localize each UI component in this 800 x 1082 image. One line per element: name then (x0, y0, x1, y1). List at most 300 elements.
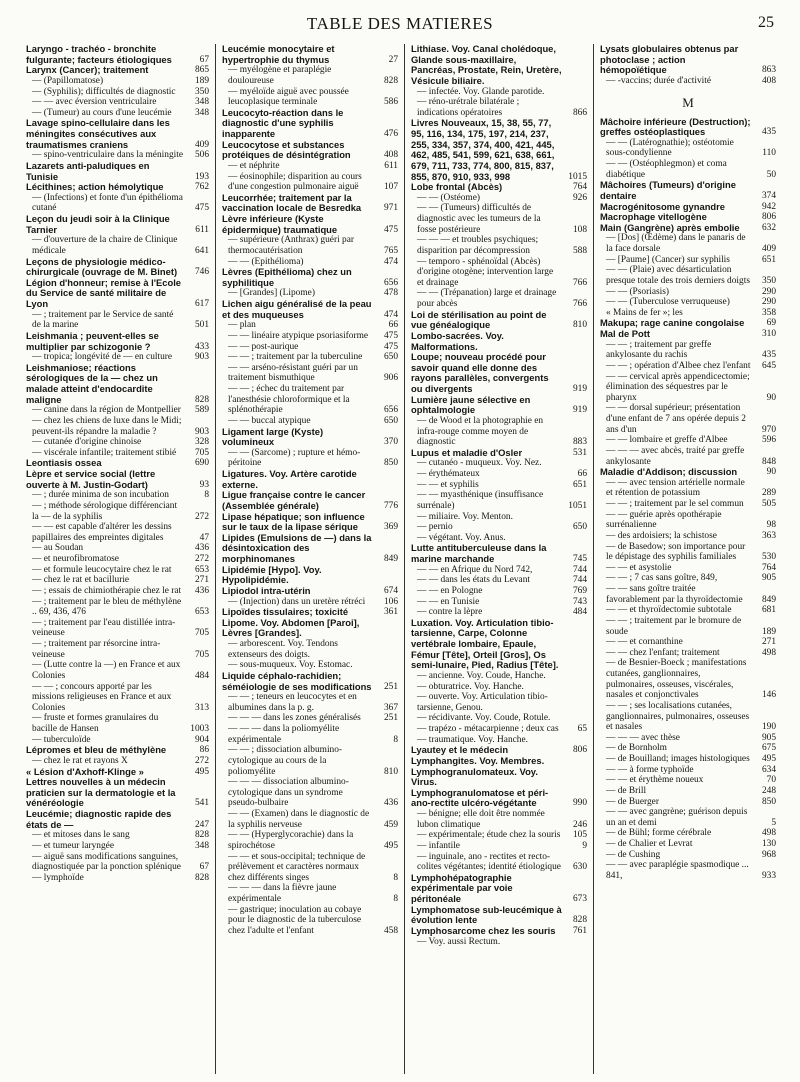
index-entry (26, 416, 209, 437)
index-column-3 (404, 44, 593, 1074)
entry-text: — — — dans la fièvre jaune expérimentale (228, 883, 337, 904)
entry-page-ref: 617 (194, 299, 209, 309)
entry-text: Leucémie monocytaire et hypertrophie du thymus (222, 44, 335, 65)
entry-text: Loi de stérilisation au point de vue généalogique (411, 308, 547, 331)
index-entry (26, 469, 209, 490)
entry-text: — — — avec thèse (606, 732, 680, 743)
entry-page-ref: 86 (199, 745, 209, 756)
index-entry (26, 777, 209, 809)
entry-page-ref: 971 (383, 203, 398, 214)
entry-text: — viscérale infantile; traitement stibié (32, 447, 177, 458)
entry-text: Lavage spino-cellulaire dans les méningites consécutives aux traumatismes craniens (26, 117, 170, 150)
index-entry (26, 841, 209, 852)
entry-text: Leishmania ; peuvent-elles se multiplier par schizogonie ? (26, 329, 159, 352)
entry-page-ref: 98 (766, 520, 776, 531)
index-entry (26, 713, 209, 734)
entry-text: — contre la lèpre (417, 607, 483, 618)
index-entry (411, 852, 587, 873)
index-entry (600, 255, 776, 266)
entry-text: Lombo-sacrées. Voy. Malformations. (411, 329, 504, 352)
entry-text: — (Injection) dans un uretère rétréci (228, 596, 366, 607)
index-entry (222, 140, 398, 161)
entry-text: — tropica; longévité de — en culture (32, 352, 173, 363)
index-entry (600, 637, 776, 648)
entry-text: Lysats globulaires obtenus par photoclase ; action hémopoïétique (600, 44, 739, 76)
entry-page-ref: 8 (393, 872, 398, 883)
entry-text: « Mains de fer »; les (606, 307, 683, 318)
index-entry (222, 193, 398, 214)
index-entry (411, 118, 587, 182)
entry-text: Leucocyto-réaction dans le diagnostic d'une syphilis inapparente (222, 106, 344, 139)
index-entry (600, 329, 776, 340)
entry-text: — — ; 7 cas sans goître, 849, (606, 573, 718, 584)
entry-text: — — chez l'enfant; traitement (606, 647, 720, 658)
entry-page-ref: 645 (761, 360, 776, 371)
entry-text: — — dorsal supérieur; présentation d'une enfant de 7 ans opérée depuis 2 ans d'un (606, 403, 746, 435)
entry-page-ref: 105 (572, 830, 587, 841)
page-number: 25 (758, 14, 774, 31)
entry-page-ref: 50 (766, 169, 776, 180)
index-entry (600, 828, 776, 839)
entry-page-ref: 408 (761, 75, 776, 86)
entry-page-ref: 651 (761, 254, 776, 265)
index-entry (600, 478, 776, 499)
index-entry (411, 512, 587, 523)
entry-page-ref: 475 (383, 224, 398, 235)
index-columns (26, 44, 782, 1074)
entry-page-ref: 541 (194, 798, 209, 809)
index-entry (26, 363, 209, 406)
index-entry (222, 565, 398, 586)
entry-page-ref: 9 (582, 840, 587, 851)
index-entry (26, 852, 209, 873)
entry-page-ref: 850 (383, 458, 398, 469)
entry-page-ref: 193 (194, 171, 209, 182)
entry-text: — — avec gangrène; guérison depuis un an et demi (606, 807, 748, 828)
entry-text: — — et sous-occipital; technique de prélèvement et caractères normaux chez différents singes (228, 851, 366, 883)
entry-page-ref: 863 (761, 65, 776, 76)
entry-page-ref: 611 (195, 224, 209, 235)
entry-page-ref: 433 (194, 341, 209, 352)
entry-page-ref: 968 (761, 849, 776, 860)
entry-text: — — — avec abcès, traité par greffe ankylosante (606, 445, 745, 467)
entry-text: — ; essais de chimiothérapie chez le rat (32, 585, 182, 596)
entry-page-ref: 848 (761, 456, 776, 467)
entry-page-ref: 1003 (190, 724, 209, 734)
index-entry (411, 618, 587, 671)
index-entry (411, 724, 587, 735)
index-entry (222, 533, 398, 565)
entry-page-ref: 271 (194, 575, 209, 586)
entry-text: — et tumeur laryngée (32, 840, 114, 851)
index-entry (411, 448, 587, 459)
index-entry (600, 76, 776, 87)
entry-page-ref: 475 (194, 203, 209, 214)
entry-text: — chez le rat et rayons X (32, 755, 128, 766)
entry-text: — — ; concours apporté par les missions religieuses en France et aux Colonies (32, 681, 172, 713)
index-entry (600, 340, 776, 361)
entry-text: — — et syphilis (417, 479, 479, 490)
entry-text: — [Dos] (Œdème) dans le panaris de la face dorsale (606, 233, 746, 254)
index-entry (222, 618, 398, 639)
entry-page-ref: 766 (572, 277, 587, 288)
entry-text: — sous-muqueux. Voy. Estomac. (228, 660, 353, 671)
entry-page-ref: 630 (572, 862, 587, 873)
entry-page-ref: 810 (572, 320, 587, 331)
entry-page-ref: 674 (383, 585, 398, 596)
index-entry (411, 87, 587, 98)
entry-page-ref: 828 (194, 830, 209, 841)
entry-page-ref: 611 (384, 160, 398, 171)
entry-text: — de Brill (606, 785, 647, 796)
index-column-2 (215, 44, 404, 1074)
index-entry (600, 233, 776, 254)
entry-page-ref: 641 (194, 245, 209, 256)
index-entry (222, 692, 398, 713)
entry-page-ref: 106 (383, 596, 398, 607)
entry-text: Macrogénitosome gynandre (600, 200, 726, 212)
entry-text: — temporo - sphénoïdal (Abcès) d'origine otogène; intervention large et drainage (417, 256, 554, 288)
entry-page-ref: 251 (383, 681, 398, 692)
entry-text: — inguinale, ano - rectites et recto-colites végétantes; identité étiologique (417, 851, 561, 873)
entry-page-ref: 272 (194, 755, 209, 766)
index-entry (411, 682, 587, 693)
entry-text: — — ; traitement par le sel commun (606, 499, 744, 509)
index-entry (411, 257, 587, 289)
index-entry (26, 586, 209, 597)
index-entry (26, 278, 209, 310)
index-entry (600, 743, 776, 754)
entry-text: « Lésion d'Axhoff-Klinge » (26, 765, 144, 777)
index-entry (26, 257, 209, 278)
entry-page-ref: 146 (761, 690, 776, 701)
index-entry (600, 658, 776, 701)
index-entry (26, 756, 209, 767)
entry-text: Lazarets anti-paludiques en Tunisie (26, 159, 150, 182)
entry-text: Lipome. Voy. Abdomen [Paroi], Lèvres [Grandes]. (222, 616, 360, 639)
entry-text: — canine dans la région de Montpellier (32, 405, 181, 416)
index-entry (411, 44, 587, 87)
entry-text: — — (Tumeurs) difficultés de diagnostic avec les tumeurs de la fosse postérieure (417, 203, 541, 235)
entry-page-ref: 47 (199, 532, 209, 543)
index-entry (600, 775, 776, 786)
entry-text: — — ; traitement par greffe ankylosante du rachis (606, 339, 712, 361)
index-entry (411, 182, 587, 193)
entry-text: — (Tumeur) au cours d'une leucémie (32, 107, 172, 118)
index-entry (600, 180, 776, 201)
entry-text: Larynx (Cancer); traitement (26, 64, 149, 76)
entry-page-ref: 358 (761, 307, 776, 318)
entry-text: — traumatique. Voy. Hanche. (417, 734, 528, 745)
entry-page-ref: 313 (194, 702, 209, 713)
index-entry (600, 542, 776, 563)
entry-text: Maladie d'Addison; discussion (600, 466, 738, 478)
entry-page-ref: 495 (761, 754, 776, 764)
entry-page-ref: 1015 (568, 171, 587, 182)
entry-text: — tuberculoïde (32, 734, 91, 745)
entry-page-ref: 828 (194, 394, 209, 405)
entry-text: Lécithines; action hémolytique (26, 181, 164, 193)
index-entry (26, 161, 209, 182)
entry-page-ref: 904 (194, 734, 209, 745)
entry-page-ref: 530 (761, 552, 776, 563)
entry-page-ref: 589 (194, 405, 209, 416)
entry-page-ref: 67 (199, 862, 209, 873)
entry-page-ref: 656 (383, 277, 398, 288)
entry-page-ref: 743 (572, 596, 587, 607)
entry-text: — — en Afrique du Nord 742, (417, 564, 533, 575)
index-entry (411, 352, 587, 395)
entry-page-ref: 495 (194, 766, 209, 777)
entry-text: Leçon du jeudi soir à la Clinique Tarnier (26, 213, 170, 235)
entry-page-ref: 310 (761, 329, 776, 339)
entry-page-ref: 498 (761, 647, 776, 658)
entry-page-ref: 409 (761, 244, 776, 254)
entry-text: — obturatrice. Voy. Hanche. (417, 681, 524, 692)
entry-page-ref: 650 (383, 352, 398, 363)
entry-page-ref: 762 (194, 182, 209, 193)
entry-page-ref: 248 (761, 785, 776, 796)
entry-page-ref: 849 (383, 554, 398, 564)
entry-text: Lipiodol intra-utérin (222, 584, 311, 596)
entry-text: — — et asystolie (606, 562, 672, 573)
index-entry (26, 809, 209, 830)
entry-page-ref: 865 (194, 65, 209, 76)
entry-page-ref: 933 (761, 870, 776, 881)
entry-page-ref: 970 (761, 424, 776, 435)
entry-text: — — linéaire atypique psoriasiforme (228, 330, 369, 341)
index-entry (222, 320, 398, 331)
entry-text: — — ; échec du traitement par l'anesthésie chloroformique et la splénothérapie (228, 384, 350, 416)
entry-text: — — ; traitement par le bromure de soude (606, 615, 742, 637)
entry-page-ref: 8 (393, 894, 398, 904)
index-entry (26, 543, 209, 554)
entry-page-ref: 883 (572, 437, 587, 448)
entry-page-ref: 905 (761, 732, 776, 743)
entry-page-ref: 484 (194, 670, 209, 681)
entry-text: — — en Tunisie (417, 596, 480, 607)
entry-page-ref: 478 (383, 288, 398, 299)
index-entry (600, 563, 776, 574)
entry-page-ref: 653 (194, 564, 209, 575)
index-entry (411, 873, 587, 905)
entry-page-ref: 65 (577, 724, 587, 734)
entry-page-ref: 764 (761, 562, 776, 573)
entry-page-ref: 810 (383, 766, 398, 777)
entry-page-ref: 66 (577, 469, 587, 479)
index-entry (26, 235, 209, 256)
index-entry (600, 839, 776, 850)
index-entry (26, 331, 209, 352)
index-entry (411, 575, 587, 586)
entry-text: — — cervical après appendicectomie; élimination des séquestres par le pharynx (606, 371, 750, 403)
entry-text: — infectée. Voy. Glande parotide. (417, 86, 545, 97)
entry-text: — — — et troubles psychiques; disparition par décompression (417, 235, 539, 256)
entry-page-ref: 905 (761, 573, 776, 584)
entry-text: — — (Sarcome) ; rupture et hémo-péritoine (228, 447, 361, 469)
entry-page-ref: 436 (383, 798, 398, 809)
entry-text: — de Buerger (606, 796, 659, 807)
entry-text: Lipidémie [Hypo]. Voy. Hypolipidémie. (222, 563, 322, 586)
entry-text: — — post-aurique (228, 341, 299, 352)
entry-text: — — guérie après opothérapie surrénalienne (606, 509, 722, 531)
entry-text: — et neurofibromatose (32, 554, 119, 564)
entry-text: — chez les chiens de luxe dans le Midi; peuvent-ils répandre la maladie ? (32, 415, 182, 437)
entry-text: — — est capable d'altérer les dessins papillaires des empreintes digitales (32, 522, 172, 543)
entry-text: — supérieure (Anthrax) guéri par thermocautérisation (228, 235, 354, 256)
entry-text: — ; traitement par résorcine intra-veineuse (32, 639, 161, 660)
entry-text: — de Wood et la photographie en infra-rouge comme moyen de diagnostic (417, 415, 544, 448)
index-entry (222, 108, 398, 140)
entry-page-ref: 67 (199, 54, 209, 65)
index-entry (222, 671, 398, 692)
entry-page-ref: 651 (572, 479, 587, 490)
index-entry (222, 512, 398, 533)
index-entry (411, 543, 587, 564)
letter-heading: M (682, 94, 694, 110)
index-entry (411, 458, 587, 469)
entry-text: — — à forme typhoïde (606, 764, 694, 775)
entry-page-ref: 495 (383, 840, 398, 851)
entry-page-ref: 189 (194, 75, 209, 86)
entry-page-ref: 673 (572, 894, 587, 904)
index-entry (600, 435, 776, 446)
entry-text: Lipoïdes tissulaires; toxicité (222, 606, 349, 618)
entry-page-ref: 942 (761, 201, 776, 212)
index-entry (222, 469, 398, 490)
entry-text: Ligue française contre le cancer (Assemblée générale) (222, 489, 366, 511)
index-entry (600, 117, 776, 138)
entry-text: — — — dissociation albumino-cytologique dans un syndrome pseudo-bulbaire (228, 777, 349, 809)
index-entry (600, 860, 776, 881)
entry-page-ref: 363 (761, 530, 776, 541)
entry-text: — plan (228, 320, 256, 331)
entry-text: — — — dans les zones généralisés (228, 713, 361, 724)
index-entry (222, 745, 398, 777)
index-entry (26, 310, 209, 331)
entry-text: — — avec paraplégie spasmodique ... 841, (606, 860, 749, 881)
index-entry (222, 416, 398, 427)
index-entry (26, 405, 209, 416)
index-entry (26, 873, 209, 884)
index-entry (600, 372, 776, 404)
entry-page-ref: 289 (761, 488, 776, 499)
entry-text: — -vaccins; durée d'activité (606, 75, 712, 86)
entry-text: Lobe frontal (Abcès) (411, 181, 503, 193)
entry-page-ref: 190 (761, 722, 776, 733)
entry-page-ref: 705 (194, 649, 209, 660)
entry-page-ref: 926 (572, 192, 587, 203)
index-entry (411, 395, 587, 416)
entry-page-ref: 247 (194, 819, 209, 830)
index-entry (26, 44, 209, 65)
entry-page-ref: 919 (572, 405, 587, 416)
entry-text: — — et érythème noueux (606, 775, 704, 786)
entry-page-ref: 484 (572, 607, 587, 618)
entry-page-ref: 369 (383, 522, 398, 533)
index-entry (600, 361, 776, 372)
entry-text: Luxation. Voy. Articulation tibio-tarsienne, Carpe, Colonne vertébrale lombaire, Epaule, Fémur [Tête], Orteil [Gros], Os semi-lunaire, Pied, Radius [Tête]. (411, 616, 559, 671)
entry-page-ref: 348 (194, 840, 209, 851)
entry-text: Macrophage vitellogène (600, 211, 707, 223)
index-entry (600, 44, 776, 76)
index-entry (26, 522, 209, 543)
entry-text: — ; traitement par le bleu de méthylène .. 69, 436, 476 (32, 596, 182, 618)
entry-text: Livres Nouveaux, 15, 38, 55, 77, 95, 116, 134, 175, 197, 214, 237, 255, 334, 357, 374, 400, 421, 445, 462, 485, 541, 599, 621, 638, 661, 679, 711, 733, 774, 800, 815, 837, 855, 870, 910, 933, 998 (411, 117, 555, 182)
entry-page-ref: 675 (761, 743, 776, 754)
entry-page-ref: 653 (194, 607, 209, 618)
entry-text: — — et thyroïdectomie subtotale (606, 605, 732, 616)
entry-text: — (Papillomatose) (32, 75, 104, 86)
index-entry (26, 490, 209, 501)
index-entry (222, 713, 398, 724)
index-entry (600, 616, 776, 637)
entry-text: — infantile (417, 840, 460, 851)
index-entry (222, 830, 398, 851)
entry-text: — myélogène et paraplégie douloureuse (228, 65, 332, 86)
entry-page-ref: 681 (761, 605, 776, 616)
entry-text: — miliaire. Voy. Menton. (417, 511, 513, 522)
entry-page-ref: 5 (771, 817, 776, 828)
index-entry (26, 65, 209, 76)
index-entry (222, 639, 398, 660)
entry-page-ref: 632 (761, 222, 776, 233)
entry-page-ref: 596 (761, 435, 776, 446)
entry-page-ref: 806 (761, 212, 776, 223)
entry-page-ref: 475 (383, 341, 398, 352)
entry-text: — [Paume] (Cancer) sur syphilis (606, 254, 730, 265)
entry-page-ref: 656 (383, 405, 398, 416)
entry-page-ref: 764 (572, 182, 587, 193)
index-entry (411, 830, 587, 841)
entry-text: — trapézo - métacarpienne ; deux cas (417, 724, 559, 734)
entry-text: Makupa; rage canine congolaise (600, 317, 745, 329)
entry-text: — ; traitement par le Service de santé de la marine (32, 309, 174, 331)
entry-text: — ; traitement par l'eau distillée intra-veineuse (32, 617, 176, 639)
entry-text: — de Cushing (606, 849, 661, 860)
entry-text: — — myasthénique (insuffisance surrénale) (417, 490, 544, 511)
index-entry (411, 490, 587, 511)
entry-text: Lettres nouvelles à un médecin praticien sur la dermatologie et la vénéréologie (26, 776, 176, 809)
entry-text: Leishmaniose; réactions sérologiques de la — chez un malade atteint d'endocardite maligne (26, 361, 158, 405)
entry-page-ref: 501 (194, 320, 209, 331)
entry-page-ref: 459 (383, 819, 398, 830)
entry-text: — et mitoses dans le sang (32, 830, 130, 841)
entry-page-ref: 903 (194, 352, 209, 363)
index-entry (600, 159, 776, 180)
entry-page-ref: 475 (383, 330, 398, 341)
index-entry (600, 754, 776, 765)
entry-text: — ancienne. Voy. Coude, Hanche. (417, 670, 546, 681)
index-entry (600, 786, 776, 797)
entry-page-ref: 776 (383, 500, 398, 511)
index-entry (600, 850, 776, 861)
index-entry (411, 926, 587, 937)
index-entry (222, 427, 398, 448)
index-entry (600, 223, 776, 234)
entry-text: Main (Gangrène) après embolie (600, 221, 740, 233)
entry-text: — — en Pologne (417, 585, 483, 596)
entry-text: — de Besnier-Boeck ; manifestations cutanées, ganglionnaires, pulmonaires, osseuses, viscérales, nasales et conjonctivales (606, 658, 747, 701)
entry-text: Laryngo - trachéo - bronchite fulgurante; facteurs étiologiques (26, 44, 172, 65)
entry-text: Mal de Pott (600, 328, 651, 339)
index-entry (26, 565, 209, 576)
entry-text: — — (Ostéophlegmon) et coma diabétique (606, 159, 727, 180)
index-entry (411, 310, 587, 331)
entry-text: — ; méthode sérologique différenciant la — de la syphilis (32, 500, 178, 522)
index-entry (26, 682, 209, 714)
index-entry (411, 756, 587, 767)
